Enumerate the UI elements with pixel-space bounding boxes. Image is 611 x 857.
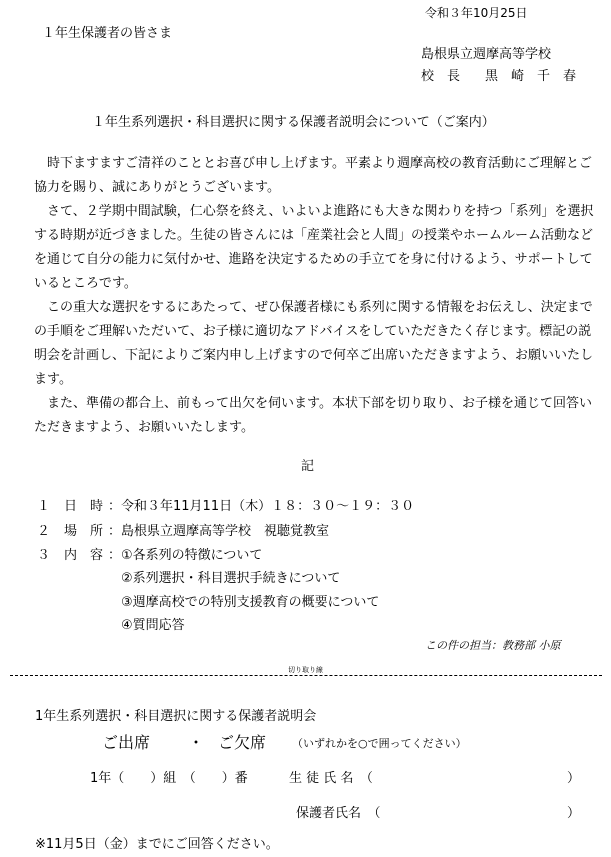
sender-school: 島根県立週摩高等学校 xyxy=(421,47,552,62)
contact-note: この件の担当：教務部 小原 xyxy=(425,639,561,652)
detail-1-value: ：令和３年11月11日（木）１８：３０～１９：３０ xyxy=(108,499,415,514)
parent-name-close: ） xyxy=(567,806,581,821)
reply-title: 1年生系列選択・科目選択に関する保護者説明会 xyxy=(35,709,317,724)
detail-3-number: ３ xyxy=(37,548,51,563)
grade-class-number-line: 1年（ ）組 （ ）番 xyxy=(90,771,248,786)
date: 令和３年10月25日 xyxy=(425,6,528,20)
content-item-2: ②系列選択・科目選択手続きについて xyxy=(121,571,341,586)
cut-line xyxy=(10,675,602,676)
sender-title: 校 長 xyxy=(421,69,461,84)
cut-line-label: 切り取り線 xyxy=(288,666,323,674)
option-separator: ・ xyxy=(188,733,205,752)
detail-3-value: ：①各系列の特徴について xyxy=(108,548,263,563)
attend-option: ご出席 xyxy=(102,733,151,752)
ki-heading: 記 xyxy=(301,459,315,474)
recipient: １年生保護者の皆さま xyxy=(42,26,173,41)
paragraph-1: 時下ますますご清祥のこととお喜び申し上げます。平素より週摩高校の教育活動にご理解とご協力を賜り、誠にありがとうございます。 xyxy=(34,156,592,195)
detail-2-value: ：島根県立週摩高等学校 視聴覚教室 xyxy=(108,524,330,539)
parent-name-label: 保護者氏名 （ xyxy=(296,806,381,821)
content-item-4: ④質問応答 xyxy=(121,618,185,633)
content-item-3: ③週摩高校での特別支援教育の概要について xyxy=(121,595,380,610)
absent-option: ご欠席 xyxy=(218,733,267,752)
sender-name: 黒 崎 千 春 xyxy=(485,69,577,84)
circle-instruction: （いずれかを○で囲ってください） xyxy=(292,737,467,750)
student-name-close: ） xyxy=(567,771,581,786)
detail-3-label: 内 容 xyxy=(64,548,104,563)
reply-deadline: ※11月5日（金）までにご回答ください。 xyxy=(35,837,279,852)
document-title: １年生系列選択・科目選択に関する保護者説明会について（ご案内） xyxy=(92,115,495,130)
paragraph-2: さて、２学期中間試験，仁心祭を終え、いよいよ進路にも大きな関わりを持つ「系列」を選択する時期が近づきました。生徒の皆さんには「産業社会と人間」の授業やホームルーム活動などを通じて自分の能力に気付かせ、進路を決定するための手立てを身に付けるよう、サポートしているところです。 xyxy=(34,204,594,291)
detail-1-label: 日 時 xyxy=(64,499,104,514)
paragraph-4: また、準備の都合上、前もって出欠を伺います。本状下部を切り取り、お子様を通じて回答いただきますよう、お願いいたします。 xyxy=(34,396,592,435)
detail-2-label: 場 所 xyxy=(64,524,104,539)
paragraph-3: この重大な選択をするにあたって、ぜひ保護者様にも系列に関する情報をお伝えし、決定までの手順をご理解いただいて、お子様に適切なアドバイスをしていただきたく存じます。標記の説明会を計画し、下記によりご案内申し上げますので何卒ご出席いただきますよう、お願いいたします。 xyxy=(34,300,594,387)
detail-1-number: １ xyxy=(37,499,51,514)
detail-2-number: ２ xyxy=(37,524,51,539)
student-name-label: 生 徒 氏 名 （ xyxy=(289,771,373,786)
